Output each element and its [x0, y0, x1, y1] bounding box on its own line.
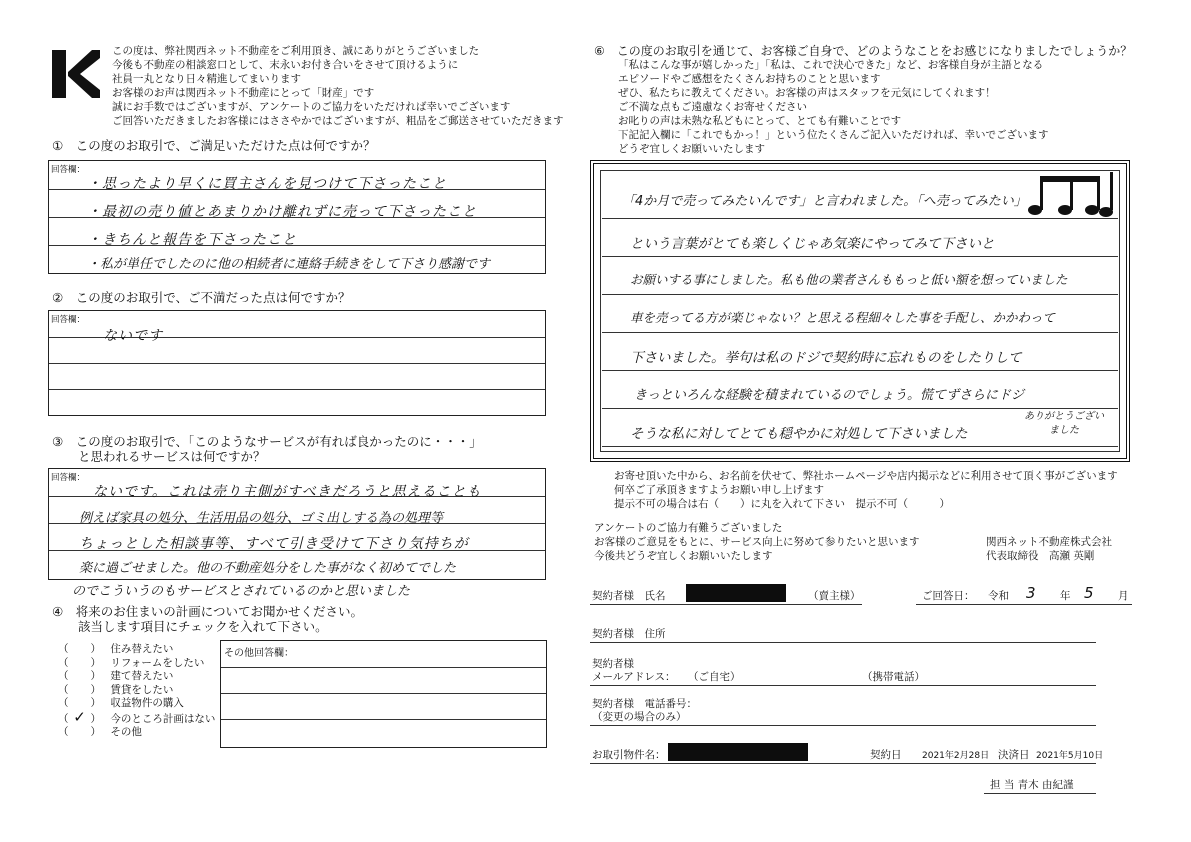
q6-intro-line: 「私はこんな事が嬉しかった」「私は、これで決心できた」など、お客様自身が主語となる: [618, 59, 1044, 71]
answer-label: 回答欄：: [51, 165, 86, 175]
q6-intro-line: どうぞ宜しくお願いいたします: [618, 143, 765, 155]
q6-answer: という言葉がとても楽しくじゃあ気楽にやってみて下さいと: [630, 236, 995, 252]
q4-option[interactable]: （ ） 収益物件の購入: [58, 697, 184, 709]
address-label: 契約者様 住所: [592, 628, 666, 640]
date-month-unit: 月: [1118, 590, 1129, 602]
thanks-line: アンケートのご協力有難うございました: [594, 522, 783, 534]
q1-answer-box[interactable]: [48, 160, 546, 274]
property-label: お取引物件名：: [592, 749, 666, 761]
q4-option[interactable]: （ ） リフォームをしたい: [58, 656, 205, 669]
q3-answer: ないです。これは売り主側がすべきだろうと思えることも: [93, 484, 482, 500]
q6-answer: そうな私に対してとても穏やかに対処して下さいました: [630, 426, 968, 442]
q4-other-label: その他回答欄：: [224, 648, 294, 659]
settlement-date: 2021年5月10日: [1036, 751, 1104, 761]
name-label: 契約者様 氏名: [592, 590, 666, 602]
settlement-label: 決済日: [998, 749, 1030, 761]
consent-text: [614, 469, 1118, 511]
company-name: 関西ネット不動産株式会社: [986, 536, 1112, 548]
q1-answer: ・きちんと報告を下さったこと: [87, 232, 297, 248]
email-label: 契約者様: [592, 658, 634, 670]
q6-answer: お願いする事にしました。私も他の業者さんももっと低い額を想っていました: [630, 272, 1068, 287]
q2-answer: ないです: [103, 328, 163, 344]
q3-question: ③ この度のお取引で、「このようなサービスが有れば良かったのに・・・」: [52, 434, 482, 449]
q4-other-box[interactable]: [220, 640, 547, 748]
intro-line: 誠にお手数ではございますが、アンケートのご協力をいただければ幸いでございます: [112, 101, 511, 113]
q4-option-mark: ✓: [73, 707, 86, 726]
q6-intro-line: エピソードやご感想をたくさんお持ちのことと思います: [618, 73, 881, 85]
q6-answer: きっといろんな経験を積まれているのでしょう。慌てずさらにドジ: [634, 388, 1025, 403]
q3-answer: 楽に過ごせました。他の不動産処分をした事がなく初めてでした: [79, 561, 457, 576]
q1-question: ① この度のお取引で、ご満足いただけた点は何ですか？: [52, 138, 376, 153]
q4-question: ④ 将来のお住まいの計画についてお聞かせください。: [52, 604, 363, 619]
email-label-cont: メールアドレス：: [592, 671, 676, 683]
thanks-text: [594, 521, 920, 563]
date-month[interactable]: 5: [1084, 584, 1095, 602]
thanks-line: お客様のご意見をもとに、サービス向上に努めて参りたいと思います: [594, 536, 920, 548]
q4-option-label: その他: [110, 726, 142, 738]
date-year[interactable]: 3: [1026, 584, 1037, 602]
q4-option-label: 賃貸をしたい: [110, 683, 174, 696]
q3-answer-box[interactable]: [48, 468, 546, 580]
q4-option-label: 建て替えたい: [110, 670, 174, 682]
q3-question-cont: と思われるサービスは何ですか？: [78, 449, 266, 464]
q2-question: ② この度のお取引で、ご不満だった点は何ですか？: [52, 290, 351, 305]
date-era: 令和: [988, 590, 1009, 602]
q6-intro-line: 下記記入欄に「これでもかっ！」という位たくさんご記入いただければ、幸いでございます: [618, 129, 1049, 141]
q1-answer: ・思ったより早くに買主さんを見つけて下さったこと: [87, 176, 447, 192]
intro-line: この度は、弊社関西ネット不動産をご利用頂き、誠にありがとうございました: [112, 45, 480, 57]
q6-answer: 「4か月で売ってみたいんです」と言われました。「へ売ってみたい」: [622, 194, 1027, 209]
q3-answer: 例えば家具の処分、生活用品の処分、ゴミ出しする為の処理等: [79, 511, 444, 526]
answer-label: 回答欄：: [51, 315, 86, 325]
q3-answer-overflow: のでこういうのもサービスとされているのかと思いました: [72, 584, 411, 599]
intro-text: [112, 44, 564, 128]
q4-option[interactable]: （ ） 住み替えたい: [58, 643, 174, 655]
q4-question-cont: 該当します項目にチェックを入れて下さい。: [78, 619, 328, 634]
redacted-name: [686, 584, 786, 602]
redacted-property: [668, 743, 808, 761]
q1-answer: ・私が単任でしたのに他の相続者に連絡手続きをして下さり感謝です: [87, 257, 491, 272]
consent-line: お寄せ頂いた中から、お名前を伏せて、弊社ホームページや店内掲示などに利用させて頂く事がございます: [614, 470, 1118, 482]
q6-answer: 車を売ってる方が楽じゃない？と思える程細々した事を手配し、かかわって: [630, 310, 1055, 325]
q6-question: ⑥ この度のお取引を通じて、お客様ご自身で、どのようなことをお感じになりましたでしょうか？: [594, 44, 1133, 58]
answer-label: 回答欄：: [51, 473, 86, 483]
staff-name: 担 当 青木 由紀謹: [990, 779, 1074, 791]
consent-line: 何卒ご了承頂きますようお願い申し上げます: [614, 484, 824, 496]
q2-answer-box[interactable]: [48, 310, 546, 416]
contract-date: 2021年2月28日: [922, 751, 990, 761]
q4-option-label: 住み替えたい: [110, 643, 174, 655]
date-year-unit: 年: [1060, 590, 1071, 602]
q6-intro-line: お叱りの声は未熟な私どもにとって、とても有難いことです: [618, 115, 902, 127]
q6-answer: 下さいました。挙句は私のドジで契約時に忘れものをしたりして: [630, 350, 1022, 366]
q6-answer-tail: ありがとうございました: [1024, 411, 1104, 436]
contract-label: 契約日: [870, 749, 902, 761]
name-role: （賣主様）: [808, 590, 861, 602]
phone-label: 契約者様 電話番号：: [592, 698, 697, 710]
intro-line: お客様のお声は関西ネット不動産にとって「財産」です: [112, 87, 375, 99]
q4-option[interactable]: （ ） 賃貸をしたい: [58, 683, 174, 696]
email-home[interactable]: （ご自宅）: [688, 671, 741, 683]
q6-intro: [594, 44, 1132, 156]
q4-option[interactable]: （ ） 建て替えたい: [58, 670, 174, 682]
q4-option[interactable]: （ ） その他: [58, 726, 142, 738]
email-mobile[interactable]: （携帯電話）: [862, 671, 925, 683]
thanks-line: 今後共どうぞ宜しくお願いいたします: [594, 550, 773, 562]
q6-intro-line: ご不満な点もご遠慮なくお寄せください: [618, 101, 807, 113]
intro-line: 社員一丸となり日々精進してまいります: [112, 73, 301, 85]
q4-option-label: 収益物件の購入: [110, 697, 184, 709]
q6-answer-frame[interactable]: [590, 160, 1130, 462]
q4-option-label: リフォームをしたい: [110, 656, 205, 669]
phone-note: （変更の場合のみ）: [592, 711, 687, 723]
q4-option-label: 今のところ計画はない: [110, 712, 216, 725]
q1-answer: ・最初の売り値とあまりかけ離れずに売って下さったこと: [87, 204, 477, 220]
q4-options: [58, 643, 215, 740]
date-label: ご回答日：: [922, 590, 975, 602]
intro-line: 今後も不動産の相談窓口として、末永いお付き合いをさせて頂けるように: [112, 59, 459, 71]
q4-option[interactable]: （ ✓ ） 今のところ計画はない: [58, 707, 216, 726]
company-logo: [52, 50, 100, 98]
music-notes-icon: [1026, 168, 1118, 220]
consent-refusal-option[interactable]: 提示不可の場合は右（ ）に丸を入れて下さい 提示不可（ ）: [614, 498, 950, 510]
q3-answer: ちょっとした相談事等、すべて引き受けて下さり気持ちが: [79, 536, 469, 552]
q6-intro-line: ぜひ、私たちに教えてください。お客様の声はスタッフを元気にしてくれます！: [618, 87, 996, 99]
intro-line: ご回答いただきましたお客様にはささやかではございますが、粗品をご郵送させていただきます: [112, 115, 564, 127]
ceo-name: 代表取締役 高瀬 英剛: [986, 550, 1095, 562]
